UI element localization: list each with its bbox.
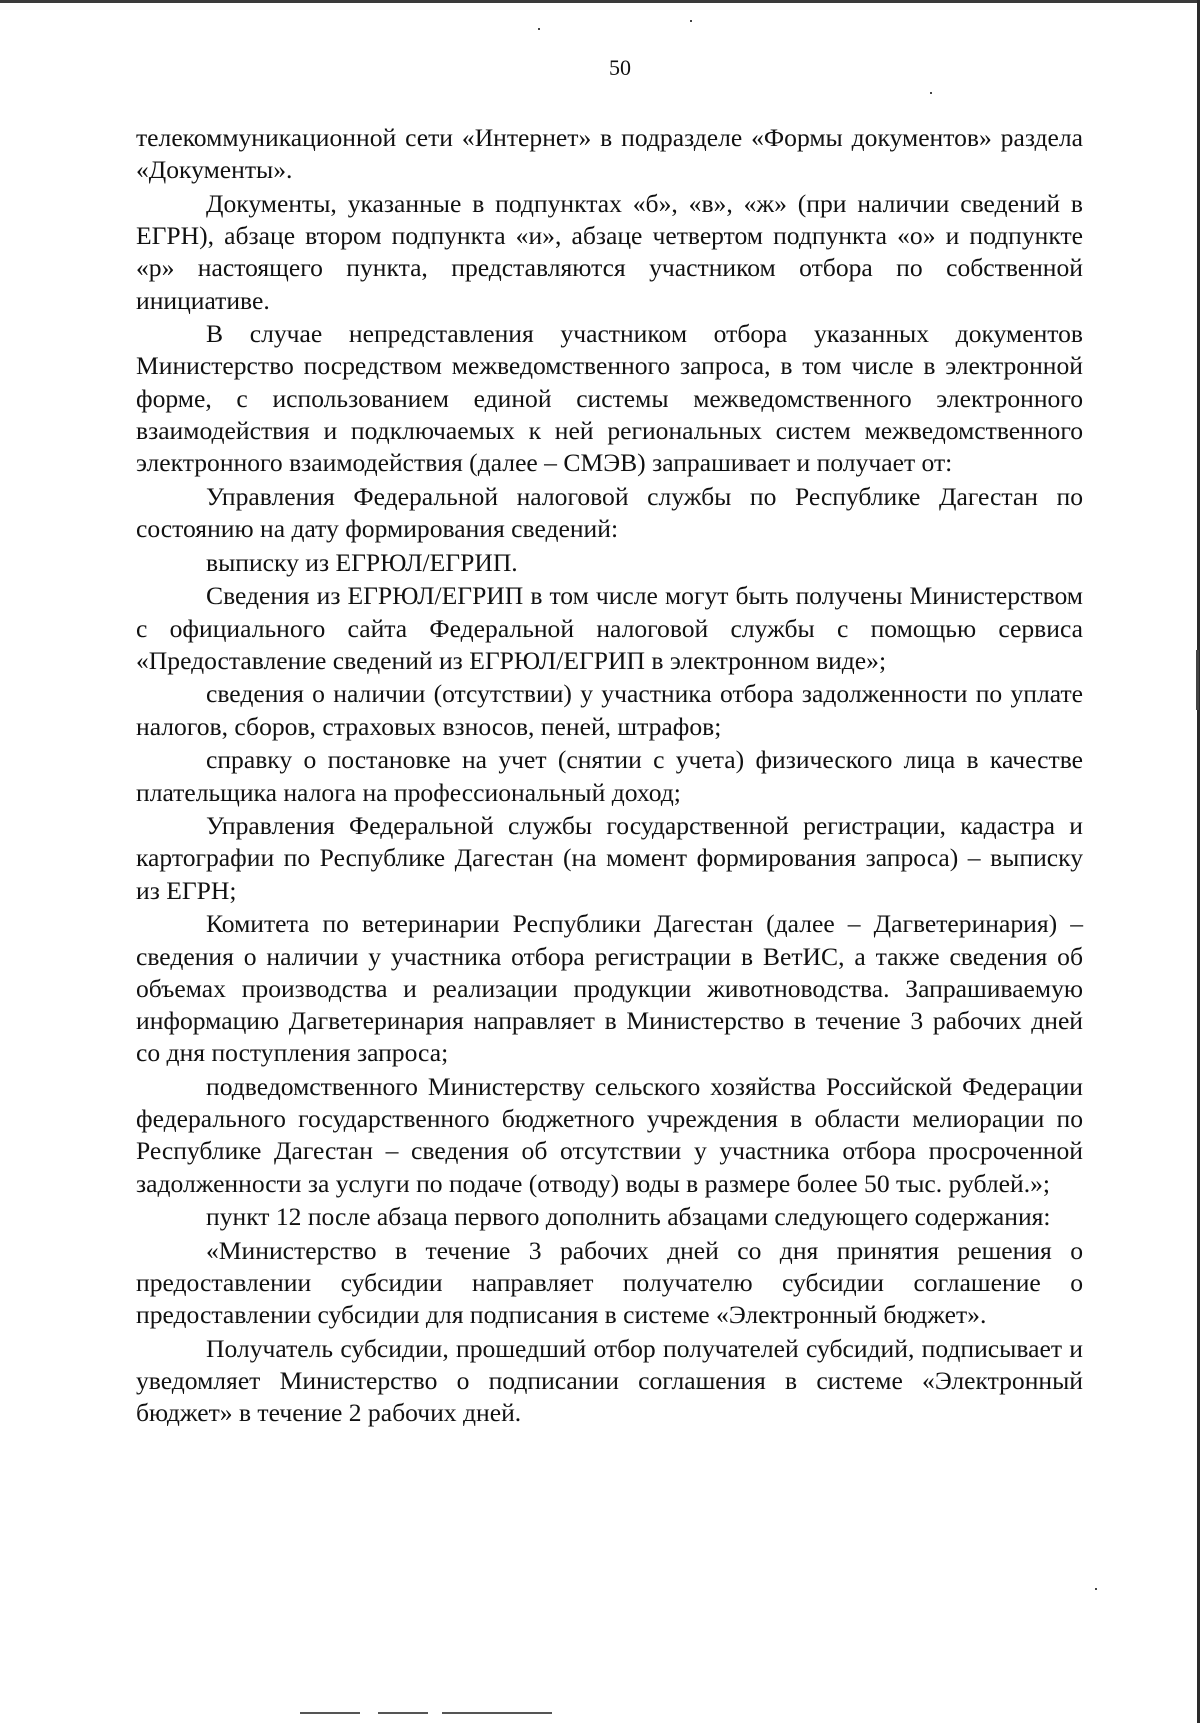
document-body bbox=[136, 122, 1083, 1431]
paragraph-14: Получатель субсидии, прошедший отбор получателей субсидий, подписывает и уведомляет Министерство о подписании соглашения в системе «Электронный бюджет» в течение 2 рабочих дней. bbox=[136, 1334, 1083, 1428]
paragraph-13: «Министерство в течение 3 рабочих дней со дня принятия решения о предоставлении субсидии направляет получателю субсидии соглашение о предоставлении субсидии для подписания в системе «Электронный бюджет». bbox=[136, 1235, 1083, 1330]
scan-speck bbox=[1095, 1588, 1097, 1590]
scan-bottom-mark bbox=[300, 1712, 360, 1714]
scan-speck bbox=[930, 92, 932, 94]
scan-speck bbox=[538, 28, 540, 30]
page-number: 50 bbox=[609, 55, 631, 80]
paragraph-6: Сведения из ЕГРЮЛ/ЕГРИП в том числе могут быть получены Министерством с официального сайта Федеральной налоговой службы с помощью сервиса «Предоставление сведений из ЕГРЮЛ/ЕГРИП в электронном виде»; bbox=[136, 581, 1083, 675]
scan-bottom-mark bbox=[442, 1712, 552, 1714]
paragraph-5: выписку из ЕГРЮЛ/ЕГРИП. bbox=[206, 547, 518, 577]
scan-top-border bbox=[0, 0, 1200, 3]
scan-bottom-mark bbox=[378, 1712, 428, 1714]
paragraph-10: Комитета по ветеринарии Республики Дагестан (далее – Дагветеринария) – сведения о наличии у участника отбора регистрации в ВетИС, а также сведения об объемах производства и реализации продукции животноводства. Запрашиваемую информацию Дагветеринария направляет в Министерство в течение 3 рабочих дней со дня поступления запроса; bbox=[136, 909, 1083, 1068]
paragraph-12: пункт 12 после абзаца первого дополнить абзацами следующего содержания: bbox=[206, 1202, 1051, 1232]
paragraph-9: Управления Федеральной службы государственной регистрации, кадастра и картографии по Республике Дагестан (на момент формирования запроса) – выписку из ЕГРН; bbox=[136, 811, 1083, 905]
paragraph-7: сведения о наличии (отсутствии) у участника отбора задолженности по уплате налогов, сборов, страховых взносов, пеней, штрафов; bbox=[136, 679, 1083, 741]
paragraph-2: Документы, указанные в подпунктах «б», «в», «ж» (при наличии сведений в ЕГРН), абзаце втором подпункта «и», абзаце четвертом подпункта «о» и подпункте «р» настоящего пункта, представляются участником отбора по собственной инициативе. bbox=[136, 188, 1083, 315]
paragraph-1: телекоммуникационной сети «Интернет» в подразделе «Формы документов» раздела «Документы». bbox=[136, 123, 1083, 185]
paragraph-11: подведомственного Министерству сельского хозяйства Российской Федерации федерального государственного бюджетного учреждения в области мелиорации по Республике Дагестан – сведения об отсутствии у участника отбора просроченной задолженности за услуги по подаче (отводу) воды в размере более 50 тыс. рублей.»; bbox=[136, 1071, 1083, 1198]
paragraph-3: В случае непредставления участником отбора указанных документов Министерство посредством межведомственного запроса, в том числе в электронной форме, с использованием единой системы межведомственного электронного взаимодействия и подключаемых к ней региональных систем межведомственного электронного взаимодействия (далее – СМЭВ) запрашивает и получает от: bbox=[136, 319, 1083, 478]
paragraph-4: Управления Федеральной налоговой службы по Республике Дагестан по состоянию на дату формирования сведений: bbox=[136, 481, 1083, 543]
scan-speck bbox=[690, 20, 692, 22]
scan-speck bbox=[1196, 650, 1199, 710]
paragraph-8: справку о постановке на учет (снятии с учета) физического лица в качестве плательщика налога на профессиональный доход; bbox=[136, 745, 1083, 807]
